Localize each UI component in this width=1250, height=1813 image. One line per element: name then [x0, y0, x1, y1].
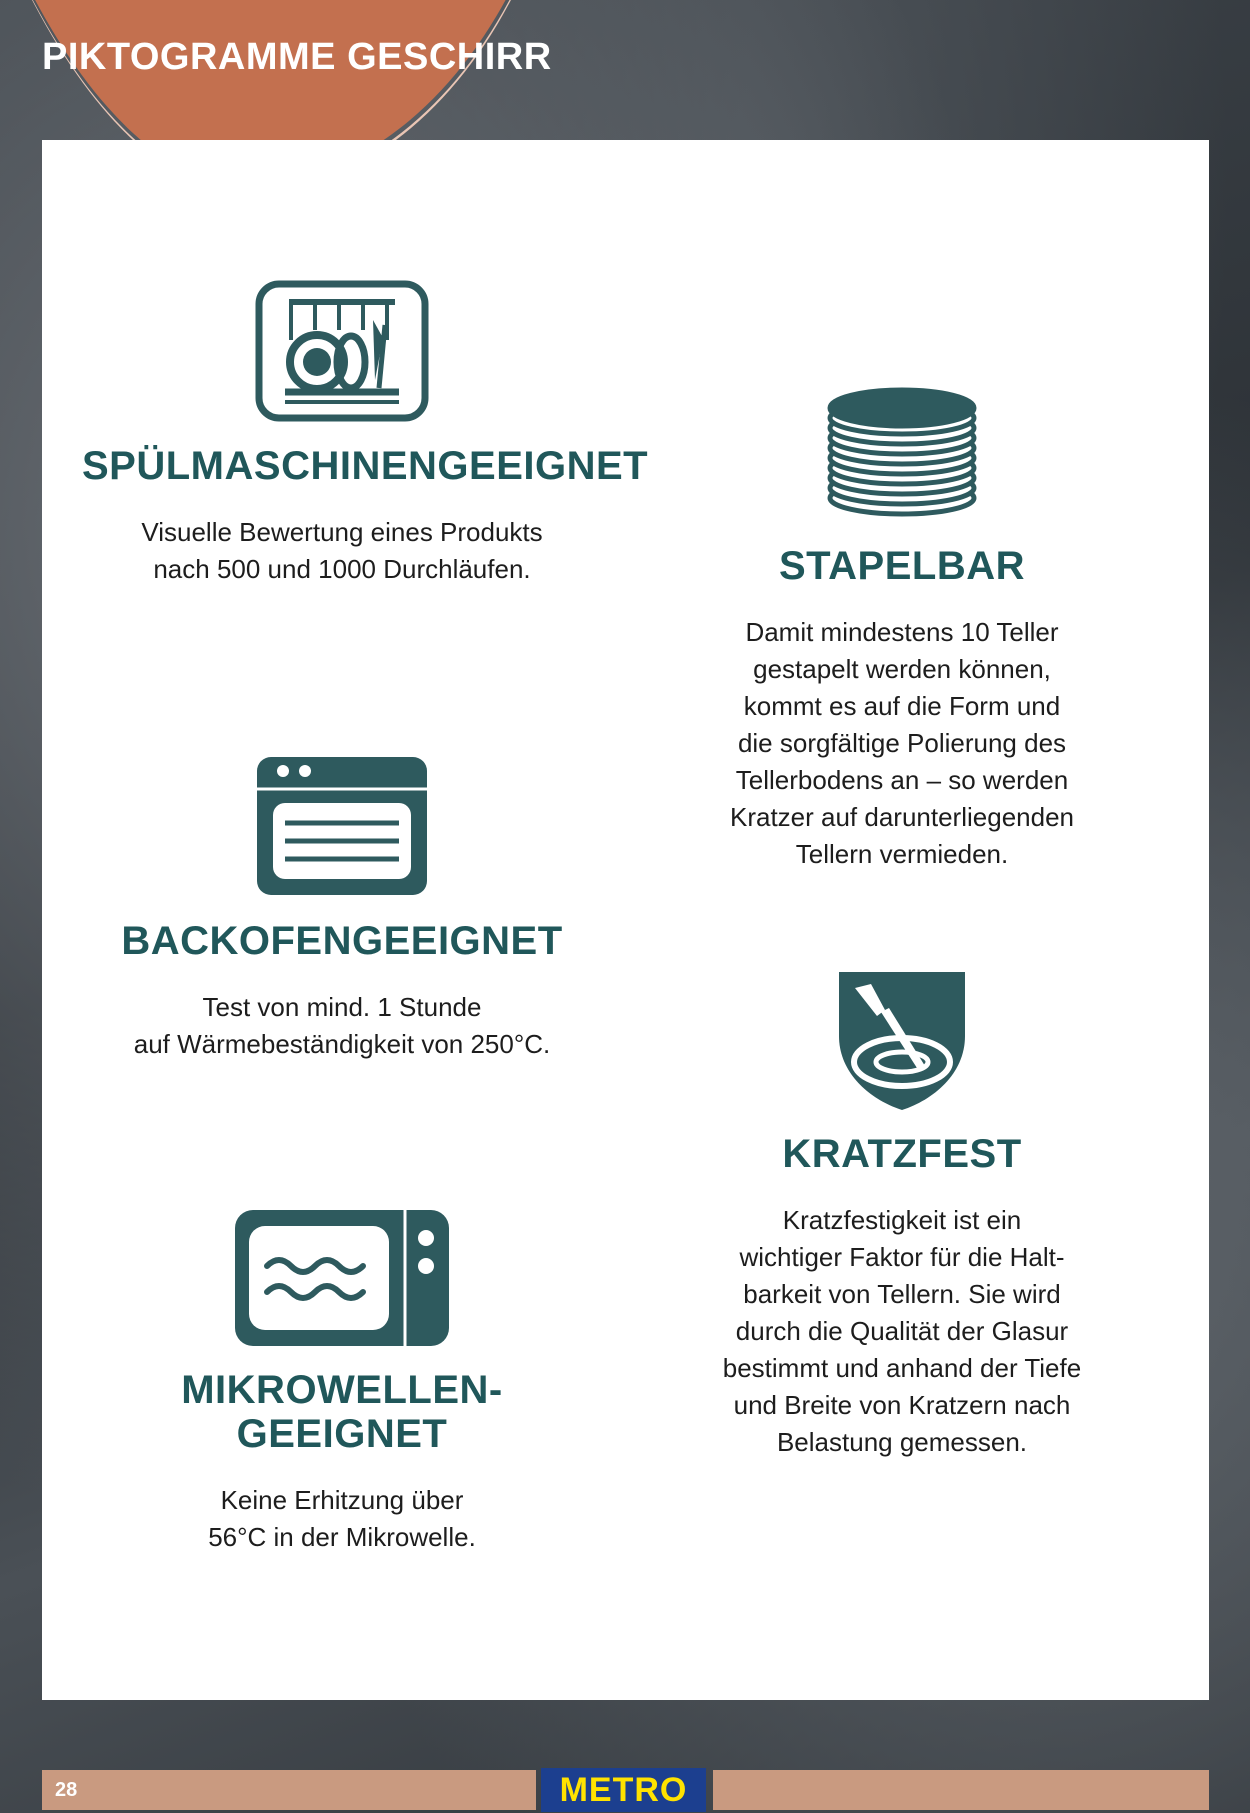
- footer-bar-right: [713, 1770, 1209, 1810]
- stacked-plates-icon: [825, 380, 979, 520]
- microwave-icon: [233, 1208, 451, 1348]
- pictogram-title: BACKOFENGEEIGNET: [121, 919, 563, 963]
- pictogram-dishwasher: [82, 280, 649, 588]
- page-title: PIKTOGRAMME GESCHIRR: [42, 36, 552, 78]
- footer-bar-left: [42, 1770, 536, 1810]
- pictogram-title: SPÜLMASCHINENGEEIGNET: [82, 444, 649, 488]
- pictogram-microwave: [82, 1208, 602, 1556]
- pictogram-scratchproof: [642, 970, 1162, 1461]
- pictogram-text: Keine Erhitzung über 56°C in der Mikrowelle.: [208, 1485, 476, 1552]
- pictogram-oven: [82, 755, 602, 1063]
- knife-shield-icon: [837, 970, 967, 1112]
- metro-logo: [541, 1768, 706, 1812]
- page-number: 28: [55, 1779, 78, 1801]
- pictogram-text: Damit mindestens 10 Teller gestapelt werden können, kommt es auf die Form und die sorgfältige Polierung des Tellerbodens an – so werden Kratzer auf darunterliegenden Tellern vermieden.: [729, 617, 1074, 869]
- pictogram-text: Visuelle Bewertung eines Produkts nach 500 und 1000 Durchläufen.: [141, 517, 543, 584]
- pictogram-text: Test von mind. 1 Stunde auf Wärmebeständigkeit von 250°C.: [133, 992, 551, 1059]
- pictogram-text: Kratzfestigkeit ist ein wichtiger Faktor für die Halt- barkeit von Tellern. Sie wird durch die Qualität der Glasur bestimmt und anhand der Tiefe und Breite von Kratzern nach Belastung gemessen.: [722, 1205, 1082, 1457]
- content-card: [42, 140, 1209, 1700]
- pictogram-stackable: [642, 380, 1162, 873]
- pictogram-title: STAPELBAR: [779, 544, 1025, 588]
- pictogram-title: KRATZFEST: [782, 1132, 1022, 1176]
- dishwasher-icon: [255, 280, 429, 422]
- oven-icon: [255, 755, 429, 897]
- metro-logo-text: METRO: [559, 1770, 688, 1809]
- pictogram-title: MIKROWELLEN- GEEIGNET: [181, 1368, 503, 1456]
